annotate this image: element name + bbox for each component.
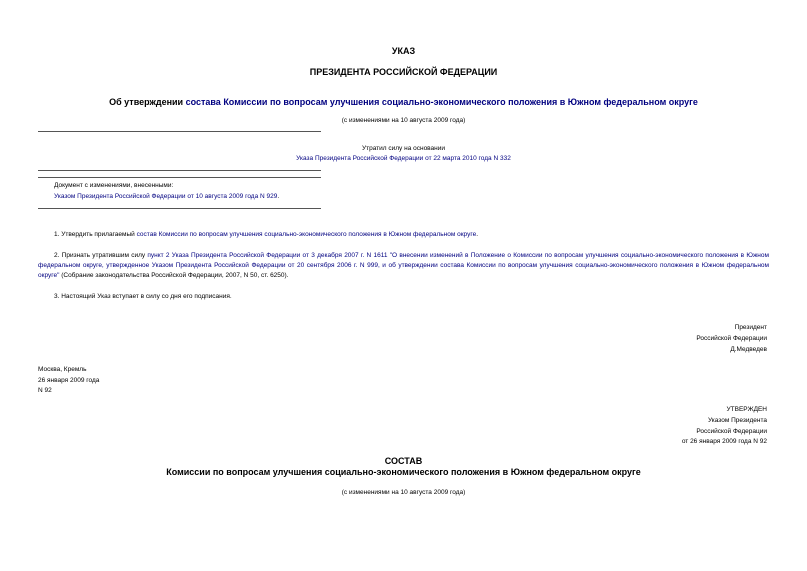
document-type-title: УКАЗ [391,46,416,56]
approved-by: Указом Президента [707,417,767,424]
item-2-link[interactable]: пункт 2 Указа Президента Российской Федерации от 3 декабря 2007 г. N 1611 "О внесении изменений в Положение о Комиссии по вопросам улучшения социально-экономического положения в Южном федеральном округе, утвержденное Указом Президента Российской Федерации от 20 сентября 2006 г. N 999, и об утверждении состава Комиссии по вопросам улучшения социально-экономического положения в Южном федеральном округе" [38,252,769,279]
item-2 [38,251,769,281]
divider [38,177,321,178]
subject-link[interactable]: состава Комиссии по вопросам улучшения социально-экономического положения в Южном федеральном округе [185,97,698,107]
approved-label: УТВЕРЖДЕН [726,406,767,413]
amending-docs-line [54,192,279,202]
divider [38,170,321,171]
lost-force-label: Утратил силу на основании [361,145,446,152]
composition-amendment-note: (с изменениями на 10 августа 2009 года) [341,489,466,496]
signing-place: Москва, Кремль [38,366,87,373]
amending-docs-label: Документ с изменениями, внесенными: [54,182,174,189]
approved-date: от 26 января 2009 года N 92 [681,438,767,445]
composition-title: СОСТАВ [384,456,423,466]
lost-force-link-line [0,154,807,164]
signing-date: 26 января 2009 года [38,377,100,384]
amendment-note: (с изменениями на 10 августа 2009 года) [341,117,466,124]
signature-name: Д.Медведев [730,346,767,353]
item-1 [38,230,769,240]
amending-doc-tail: . [277,193,280,200]
divider [38,208,321,209]
approved-country: Российской Федерации [696,428,767,435]
divider [38,131,321,132]
amending-doc-link[interactable]: Указом Президента Российской Федерации от 10 августа 2009 года N 929 [54,193,278,200]
item-1-tail: . [476,231,479,238]
subject-prefix: Об утверждении [109,97,186,107]
item-3: 3. Настоящий Указ вступает в силу со дня его подписания. [54,293,232,300]
item-1-link[interactable]: состав Комиссии по вопросам улучшения социально-экономического положения в Южном федеральном округе [136,231,477,238]
item-1-prefix: 1. Утвердить прилагаемый [54,231,137,238]
signature-position: Президент [734,324,767,331]
signature-country: Российской Федерации [696,335,767,342]
lost-force-link[interactable]: Указа Президента Российской Федерации от 22 марта 2010 года N 332 [296,155,511,162]
item-2-tail: (Собрание законодательства Российской Федерации, 2007, N 50, ст. 6250). [59,272,289,279]
document-number: N 92 [38,387,52,394]
issuer-title: ПРЕЗИДЕНТА РОССИЙСКОЙ ФЕДЕРАЦИИ [309,67,498,77]
item-2-prefix: 2. Признать утратившим силу [54,252,148,259]
document-subject [0,97,807,107]
composition-subtitle: Комиссии по вопросам улучшения социально-экономического положения в Южном федеральном округе [166,467,641,477]
